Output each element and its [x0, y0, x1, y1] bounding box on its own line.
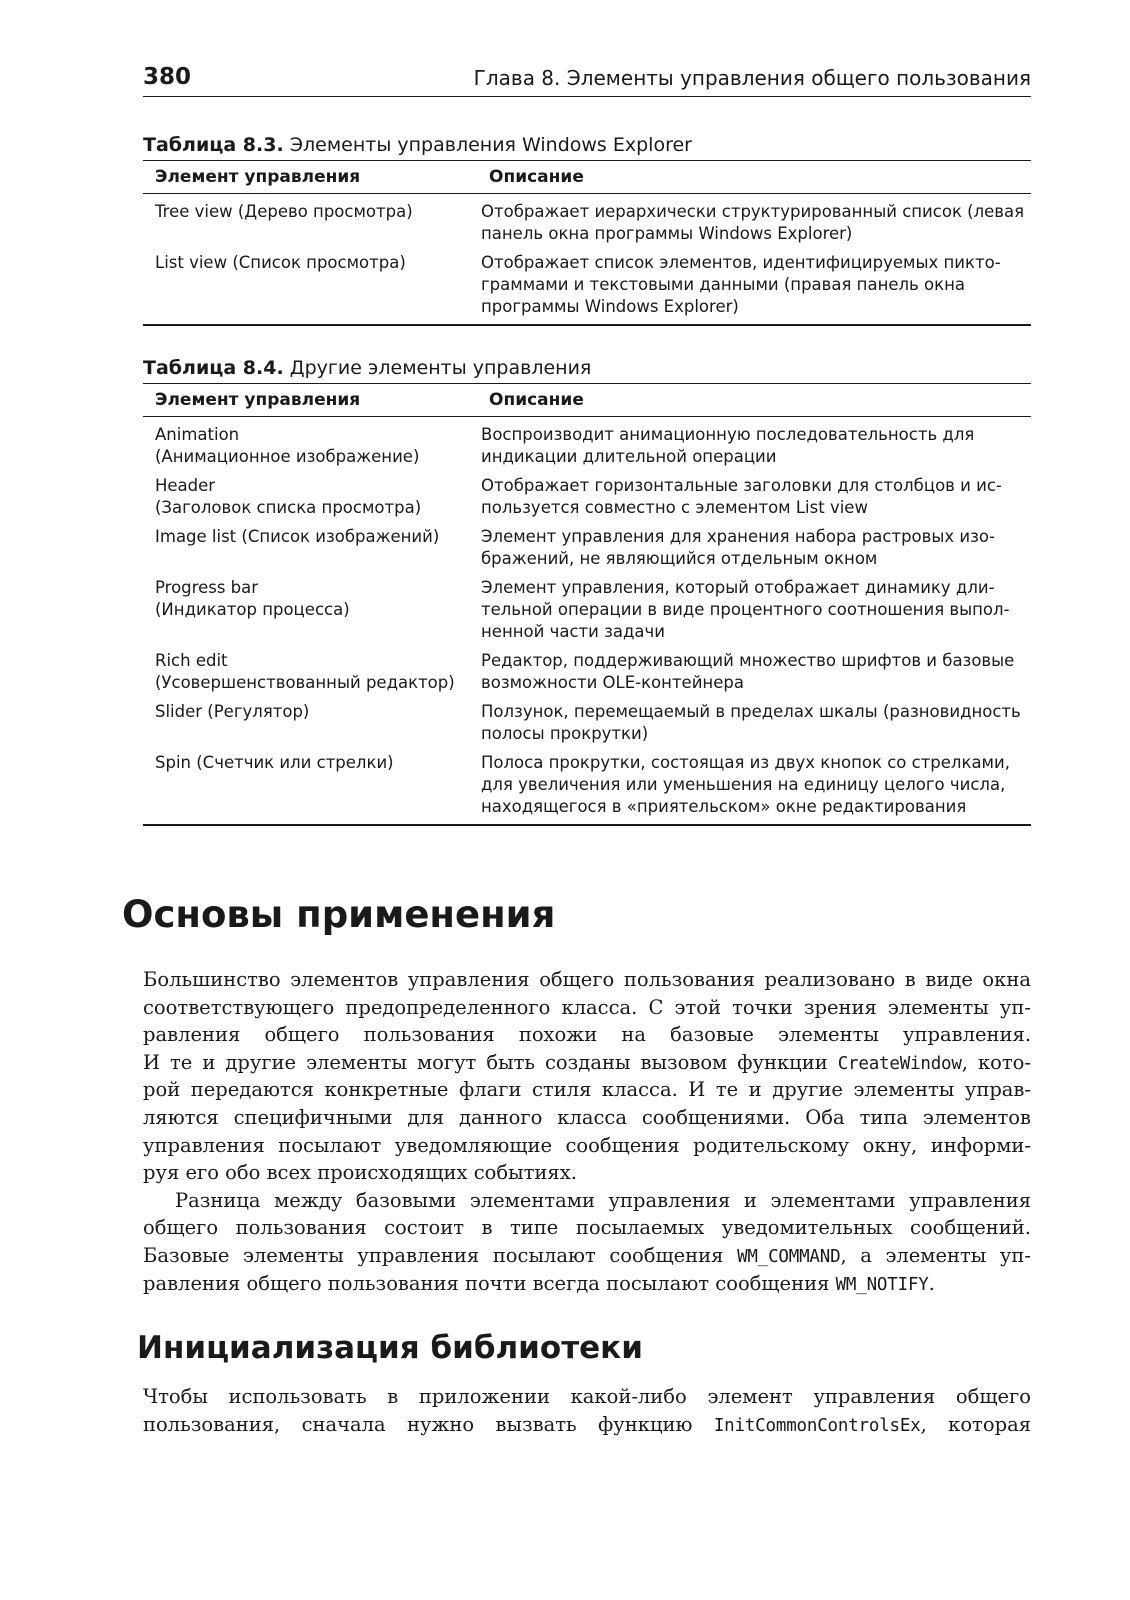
table-8-3 — [143, 130, 1031, 326]
table-row — [143, 475, 1031, 526]
table-caption-text: Другие элементы управления — [283, 357, 592, 379]
cell-line: Tree view (Дерево просмотра) — [155, 202, 413, 221]
cell-line: Ползунок, перемещаемый в пределах шкалы (разновидность — [481, 702, 1021, 721]
cell-line: Элемент управления, который отображает динамику дли- — [481, 578, 995, 597]
cell-line: Редактор, поддерживающий множество шрифтов и базовые — [481, 651, 1015, 670]
code-identifier: WM_COMMAND — [737, 1246, 841, 1267]
text-fragment: пользования, сначала нужно вызвать функцию — [143, 1412, 714, 1436]
section-heading: Основы применения — [122, 893, 556, 936]
table-caption — [143, 353, 1031, 383]
table-caption-label: Таблица 8.3. — [143, 134, 284, 156]
cell-line: пользуется совместно с элементом List view — [481, 498, 868, 517]
text-line — [143, 1270, 1031, 1298]
table-row — [143, 194, 1031, 253]
description-cell — [481, 577, 1031, 650]
text-line — [143, 1411, 1031, 1439]
text-fragment: И те и другие элементы могут быть созданы вызовом функции — [143, 1050, 838, 1074]
element-cell — [143, 417, 481, 476]
table-caption — [143, 130, 1031, 160]
cell-line: (Индикатор процесса) — [155, 600, 350, 619]
cell-line: Отображает горизонтальные заголовки для столбцов и ис- — [481, 476, 1002, 495]
subsection-body — [143, 1383, 1031, 1438]
table-row — [143, 526, 1031, 577]
element-cell — [143, 752, 481, 825]
cell-line: Полоса прокрутки, состоящая из двух кнопок со стрелками, — [481, 753, 1010, 772]
cell-line: Rich edit — [155, 651, 228, 670]
text-line: Большинство элементов управления общего пользования реализовано в виде окна — [143, 968, 1031, 991]
description-cell — [481, 701, 1031, 752]
table-8-4 — [143, 353, 1031, 826]
table-row — [143, 701, 1031, 752]
element-cell — [143, 577, 481, 650]
code-identifier: CreateWindow — [837, 1053, 962, 1074]
element-cell — [143, 475, 481, 526]
text-line: ляются специфичными для данного класса сообщениями. Оба типа элементов — [143, 1105, 1031, 1129]
cell-line: для увеличения или уменьшения на единицу целого числа, — [481, 775, 1006, 794]
section-body — [143, 966, 1031, 1297]
column-header-element: Элемент управления — [143, 384, 481, 417]
text-line — [143, 1242, 1031, 1270]
text-line — [143, 1049, 1031, 1077]
text-fragment: . — [928, 1271, 935, 1295]
cell-line: панель окна программы Windows Explorer) — [481, 224, 853, 243]
cell-line: полосы прокрутки) — [481, 724, 649, 743]
cell-line: (Усовершенствованный редактор) — [155, 673, 455, 692]
cell-line: Animation — [155, 425, 240, 444]
text-fragment: Базовые элементы управления посылают сообщения — [143, 1243, 738, 1267]
cell-line: Spin (Счетчик или стрелки) — [155, 753, 394, 772]
text-line: соответствующего предопределенного класса. С этой точки зрения элементы уп- — [143, 995, 1031, 1019]
cell-line: возможности OLE-контейнера — [481, 673, 744, 692]
table-caption-text: Элементы управления Windows Explorer — [283, 134, 692, 156]
cell-line: Отображает список элементов, идентифицируемых пикто- — [481, 253, 1001, 272]
text-fragment: , а элементы уп- — [840, 1243, 1031, 1267]
element-cell — [143, 252, 481, 325]
column-header-description: Описание — [481, 161, 1031, 194]
cell-line: (Анимационное изображение) — [155, 447, 420, 466]
table-row — [143, 252, 1031, 325]
text-line: руя его обо всех происходящих событиях. — [143, 1161, 577, 1185]
cell-line: находящегося в «приятельском» окне редактирования — [481, 797, 967, 816]
cell-line: программы Windows Explorer) — [481, 297, 739, 316]
cell-line: бражений, не являющийся отдельным окном — [481, 549, 878, 568]
description-cell — [481, 475, 1031, 526]
code-identifier: InitCommonControlsEx — [713, 1415, 921, 1436]
description-cell — [481, 526, 1031, 577]
description-cell — [481, 417, 1031, 476]
description-cell — [481, 650, 1031, 701]
element-cell — [143, 526, 481, 577]
cell-line: Image list (Список изображений) — [155, 527, 440, 546]
chapter-title: Глава 8. Элементы управления общего пользования — [473, 66, 1031, 90]
cell-line: тельной операции в виде процентного соотношения выпол- — [481, 600, 1010, 619]
table-row — [143, 650, 1031, 701]
cell-line: Progress bar — [155, 578, 259, 597]
element-cell — [143, 650, 481, 701]
table-row — [143, 577, 1031, 650]
cell-line: Header — [155, 476, 216, 495]
text-line: рой передаются конкретные флаги стиля класса. И те и другие элементы управ- — [143, 1078, 1031, 1102]
cell-line: List view (Список просмотра) — [155, 253, 406, 272]
cell-line: Воспроизводит анимационную последовательность для — [481, 425, 975, 444]
code-identifier: WM_NOTIFY — [835, 1274, 929, 1295]
text-line: Чтобы использовать в приложении какой-либо элемент управления общего — [143, 1385, 1031, 1408]
description-cell — [481, 752, 1031, 825]
element-cell — [143, 194, 481, 253]
table-row — [143, 752, 1031, 825]
text-line: общего пользования состоит в типе посылаемых уведомительных сообщений. — [143, 1216, 1031, 1240]
text-fragment: , которая — [920, 1412, 1031, 1436]
cell-line: граммами и текстовыми данными (правая панель окна — [481, 275, 965, 294]
text-line: равления общего пользования похожи на базовые элементы управления. — [143, 1023, 1031, 1047]
text-fragment: , кото- — [961, 1050, 1031, 1074]
running-head — [143, 62, 1031, 97]
cell-line: индикации длительной операции — [481, 447, 777, 466]
table-row — [143, 417, 1031, 476]
table-caption-label: Таблица 8.4. — [143, 357, 284, 379]
column-header-description: Описание — [481, 384, 1031, 417]
page-number: 380 — [143, 64, 192, 90]
text-line: Разница между базовыми элементами управления и элементами управления — [175, 1188, 1031, 1212]
description-cell — [481, 252, 1031, 325]
table-8-4-grid — [143, 383, 1031, 826]
cell-line: Отображает иерархически структурированный список (левая — [481, 202, 1025, 221]
cell-line: Slider (Регулятор) — [155, 702, 310, 721]
element-cell — [143, 701, 481, 752]
text-line: управления посылают уведомляющие сообщения родительскому окну, информи- — [143, 1133, 1031, 1157]
cell-line: ненной части задачи — [481, 622, 665, 641]
cell-line: (Заголовок списка просмотра) — [155, 498, 422, 517]
text-fragment: равления общего пользования почти всегда посылают сообщения — [143, 1271, 836, 1295]
description-cell — [481, 194, 1031, 253]
cell-line: Элемент управления для хранения набора растровых изо- — [481, 527, 995, 546]
subsection-heading: Инициализация библиотеки — [137, 1330, 643, 1366]
column-header-element: Элемент управления — [143, 161, 481, 194]
table-8-3-grid — [143, 160, 1031, 326]
